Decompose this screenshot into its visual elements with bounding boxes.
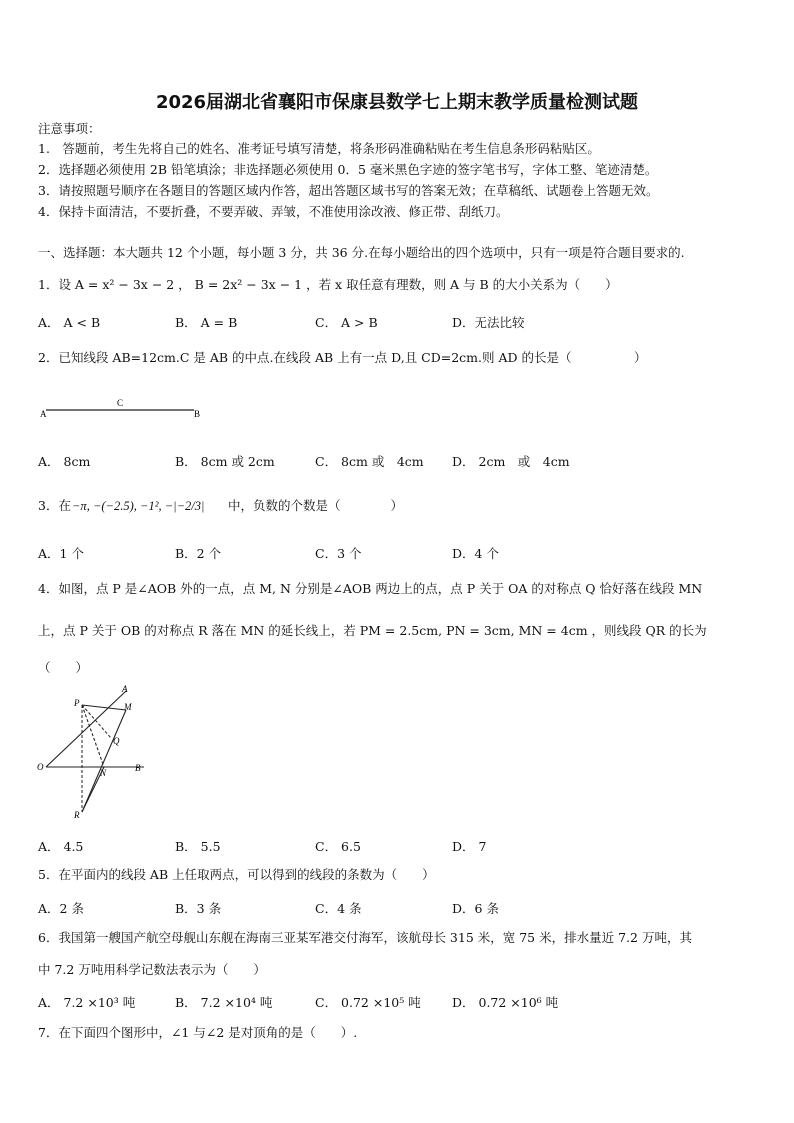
question-6-line-2: 中 7.2 万吨用科学记数法表示为（ ）: [38, 962, 266, 977]
label-m: M: [124, 702, 132, 712]
question-2-text: 2．已知线段 AB=12cm.C 是 AB 的中点.在线段 AB 上有一点 D,且 CD=2cm.则 AD 的长是（ ）: [38, 350, 647, 365]
q4-geometry-figure: [36, 684, 156, 824]
question-5-text: 5．在平面内的线段 AB 上任取两点，可以得到的线段的条数为（ ）: [38, 867, 435, 882]
q4-option-b: B． 5.5: [175, 839, 221, 854]
label-b: B: [194, 409, 201, 419]
question-4-line-2: 上，点 P 关于 OB 的对称点 R 落在 MN 的延长线上，若 PM = 2.5cm, PN = 3cm, MN = 4cm ，则线段 QR 的长为: [38, 623, 707, 638]
q1-option-c: C． A > B: [315, 315, 378, 330]
section-heading: 一、选择题：本大题共 12 个小题，每小题 3 分，共 36 分.在每小题给出的四个选项中，只有一项是符合题目要求的.: [38, 245, 685, 260]
q2-option-d: D． 2cm 或 4cm: [452, 454, 570, 469]
question-3-expression: −π, −(−2.5), −1², −|−2/3|: [72, 499, 205, 513]
question-3-suffix: 中，负数的个数是（ ）: [228, 498, 404, 513]
label-n: N: [100, 768, 107, 778]
line-mr: [82, 710, 126, 812]
q6-option-b: B． 7.2 ×10⁴ 吨: [175, 995, 273, 1010]
question-6-line-1: 6．我国第一艘国产航空母舰山东舰在海南三亚某军港交付海军，该航母长 315 米，宽 75 米，排水量近 7.2 万吨，其: [38, 930, 692, 945]
notice-item-1: 1. 答题前，考生先将自己的姓名、准考证号填写清楚，将条形码准确粘贴在考生信息条形码粘贴区。: [38, 141, 600, 156]
q5-option-b: B．3 条: [175, 901, 222, 916]
notice-item-3: 3．请按照题号顺序在各题目的答题区域内作答，超出答题区域书写的答案无效；在草稿纸、试题卷上答题无效。: [38, 183, 659, 198]
label-a: A: [40, 409, 47, 419]
q2-option-b: B． 8cm 或 2cm: [175, 454, 275, 469]
notice-heading: 注意事项：: [38, 121, 101, 136]
question-1-text: 1．设 A = x² − 3x − 2 ， B = 2x² − 3x − 1 ，若 x 取任意有理数，则 A 与 B 的大小关系为（ ）: [38, 277, 618, 292]
q4-option-c: C． 6.5: [315, 839, 361, 854]
q5-option-d: D．6 条: [452, 901, 499, 916]
q1-option-d: D．无法比较: [452, 315, 525, 330]
q1-option-a: A． A < B: [38, 315, 101, 330]
ray-oa: [46, 691, 126, 767]
q1-option-b: B． A = B: [175, 315, 238, 330]
label-q: Q: [113, 736, 120, 746]
q2-segment-figure: [36, 395, 216, 425]
question-7-text: 7．在下面四个图形中，∠1 与∠2 是对顶角的是（ ）.: [38, 1025, 358, 1040]
q4-option-d: D． 7: [452, 839, 487, 854]
question-3-prefix: 3．在: [38, 498, 71, 513]
q3-option-c: C．3 个: [315, 546, 362, 561]
label-b: B: [135, 763, 141, 773]
question-4-line-3: （ ）: [38, 660, 89, 675]
q4-option-a: A． 4.5: [38, 839, 84, 854]
q2-option-a: A． 8cm: [38, 454, 91, 469]
notice-item-2: 2．选择题必须使用 2B 铅笔填涂；非选择题必须使用 0．5 毫米黑色字迹的签字笔书写，字体工整、笔迹清楚。: [38, 162, 658, 177]
q3-option-b: B．2 个: [175, 546, 222, 561]
label-o: O: [37, 762, 44, 772]
question-4-line-1: 4．如图，点 P 是∠AOB 外的一点，点 M, N 分别是∠AOB 两边上的点，点 P 关于 OA 的对称点 Q 恰好落在线段 MN: [38, 581, 703, 596]
label-a: A: [122, 684, 128, 694]
notice-item-4: 4．保持卡面清洁，不要折叠，不要弄破、弄皱，不准使用涂改液、修正带、刮纸刀。: [38, 204, 509, 219]
label-p: P: [74, 698, 80, 708]
q3-option-a: A．1 个: [38, 546, 84, 561]
label-c: C: [117, 398, 124, 408]
q2-option-c: C． 8cm 或 4cm: [315, 454, 424, 469]
q6-option-c: C． 0.72 ×10⁵ 吨: [315, 995, 421, 1010]
q5-option-c: C．4 条: [315, 901, 362, 916]
page-title: 2026届湖北省襄阳市保康县数学七上期末教学质量检测试题: [155, 92, 639, 113]
q6-option-d: D． 0.72 ×10⁶ 吨: [452, 995, 559, 1010]
q5-option-a: A．2 条: [38, 901, 84, 916]
segment-pm: [82, 705, 126, 710]
q6-option-a: A． 7.2 ×10³ 吨: [38, 995, 136, 1010]
label-r: R: [74, 810, 80, 820]
q3-option-d: D．4 个: [452, 546, 499, 561]
